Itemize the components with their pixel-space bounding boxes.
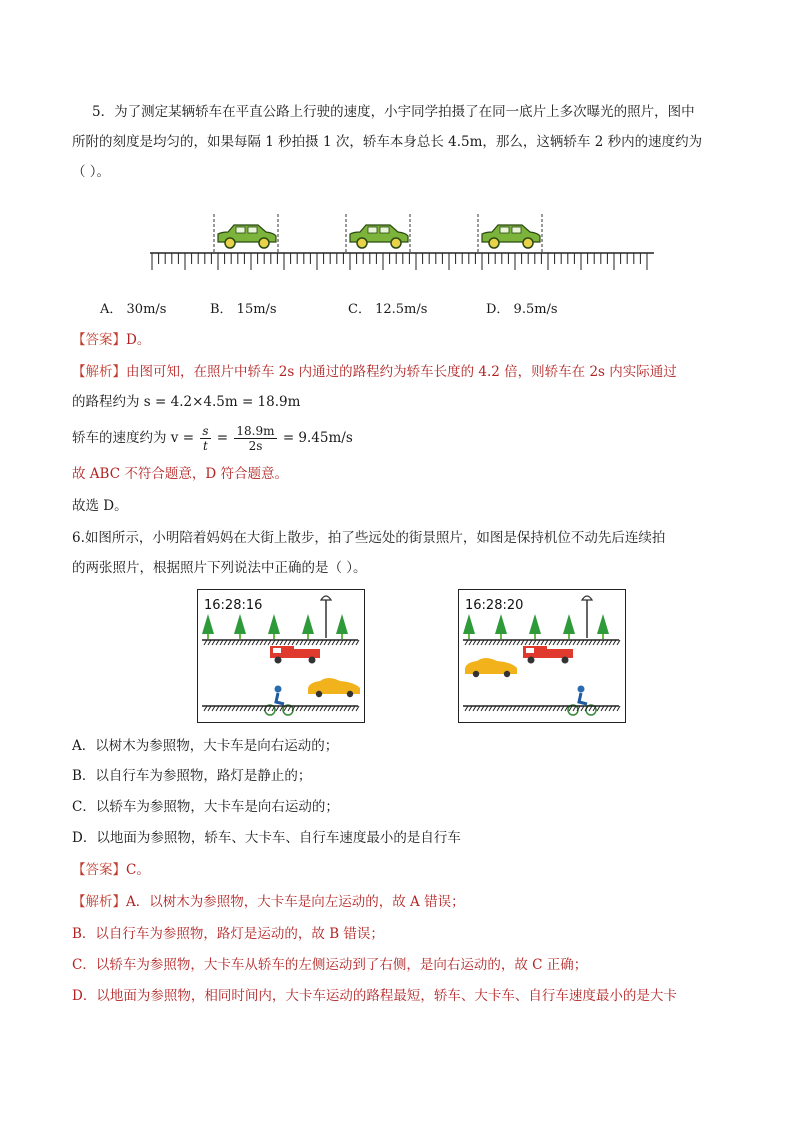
equals-sign: = [216, 430, 229, 446]
speed-result: = 9.45m/s [282, 430, 353, 446]
tree-icon [202, 614, 214, 639]
q6-analysis-d: D．以地面为参照物，相同时间内，大卡车运动的路程最短，轿车、大卡车、自行车速度最小的是大卡 [72, 988, 677, 1004]
tree-icon [529, 614, 541, 639]
fraction-denominator: 2s [248, 439, 263, 453]
tree-icon [302, 614, 314, 639]
q5-analysis-line-1 [72, 362, 677, 382]
answer-tag: 【答案】 [72, 862, 126, 878]
street-lamp-icon [321, 596, 331, 638]
fraction-numerator: 18.9m [236, 424, 275, 438]
q5-conclusion-2: 故选 D。 [72, 498, 128, 514]
tree-icon [597, 614, 609, 639]
q6-option-b: B．以自行车为参照物，路灯是静止的； [72, 768, 312, 784]
street-lamp-icon [582, 596, 592, 638]
answer-value: D。 [126, 332, 151, 348]
car-icon [308, 678, 360, 697]
truck-icon [270, 646, 320, 664]
street-photo-1 [197, 589, 365, 723]
tree-icon [463, 614, 475, 639]
analysis-text: 由图可知，在照片中轿车 2s 内通过的路程约为轿车长度的 4.2 倍，则轿车在 2s 内实际通过 [126, 364, 677, 380]
q5-speed-formula [72, 420, 353, 456]
fraction-denominator: t [203, 439, 208, 453]
q6-stem-line-1: 6.如图所示，小明陪着妈妈在大街上散步，拍了些远处的街景照片，如图是保持机位不动先后连续拍 [72, 530, 666, 546]
answer-tag: 【答案】 [72, 332, 126, 348]
q5-option-c: C． 12.5m/s [348, 302, 428, 317]
q6-option-c: C．以轿车为参照物，大卡车是向右运动的； [72, 799, 339, 815]
q5-conclusion-1: 故 ABC 不符合题意，D 符合题意。 [72, 466, 288, 482]
q6-analysis-c: C．以轿车为参照物，大卡车从轿车的左侧运动到了右侧，是向右运动的，故 C 正确； [72, 957, 588, 973]
tree-icon [563, 614, 575, 639]
analysis-text: A．以树木为参照物，大卡车是向左运动的，故 A 错误； [126, 894, 465, 910]
q5-option-a: A． 30m/s [100, 302, 167, 317]
timestamp: 16:28:20 [465, 598, 524, 613]
tree-icon [234, 614, 246, 639]
q6-stem-line-2: 的两张照片，根据照片下列说法中正确的是（ ）。 [72, 560, 367, 576]
analysis-tag: 【解析】 [72, 364, 126, 380]
q5-stem-line-2: 所附的刻度是均匀的，如果每隔 1 秒拍摄 1 次，轿车本身总长 4.5m，那么，这辆轿车 2 秒内的速度约为 [72, 134, 703, 150]
q6-option-d: D．以地面为参照物，轿车、大卡车、自行车速度最小的是自行车 [72, 830, 461, 846]
fraction-s-over-t [200, 424, 210, 453]
q6-analysis-b: B．以自行车为参照物，路灯是运动的，故 B 错误； [72, 926, 384, 942]
q6-analysis-a [72, 892, 465, 912]
timestamp: 16:28:16 [204, 598, 263, 613]
car-icon [478, 214, 542, 253]
q5-stem-line-3: （ ）。 [72, 164, 111, 180]
q5-car-ruler-figure [148, 208, 658, 278]
q5-option-d: D． 9.5m/s [486, 302, 558, 317]
q5-options [100, 298, 660, 318]
truck-icon [523, 646, 573, 664]
car-icon [346, 214, 410, 253]
speed-prefix: 轿车的速度约为 v = [72, 430, 195, 446]
tree-icon [268, 614, 280, 639]
q5-answer [72, 330, 150, 350]
street-photo-2 [458, 589, 626, 723]
q5-analysis-line-2: 的路程约为 s = 4.2×4.5m = 18.9m [72, 394, 301, 410]
q6-option-a: A．以树木为参照物，大卡车是向右运动的； [72, 738, 339, 754]
q5-option-b: B． 15m/s [210, 302, 277, 317]
answer-value: C。 [126, 862, 150, 878]
q5-stem-line-1: 5．为了测定某辆轿车在平直公路上行驶的速度，小宇同学拍摄了在同一底片上多次曝光的照片，图中 [92, 104, 695, 120]
car-icon [465, 658, 517, 677]
fraction-numerator: s [202, 424, 209, 438]
car-icon [214, 214, 278, 253]
tree-icon [495, 614, 507, 639]
tree-icon [336, 614, 348, 639]
fraction-value [234, 424, 276, 453]
q6-answer [72, 860, 150, 880]
analysis-tag: 【解析】 [72, 894, 126, 910]
cyclist-icon [568, 686, 596, 716]
